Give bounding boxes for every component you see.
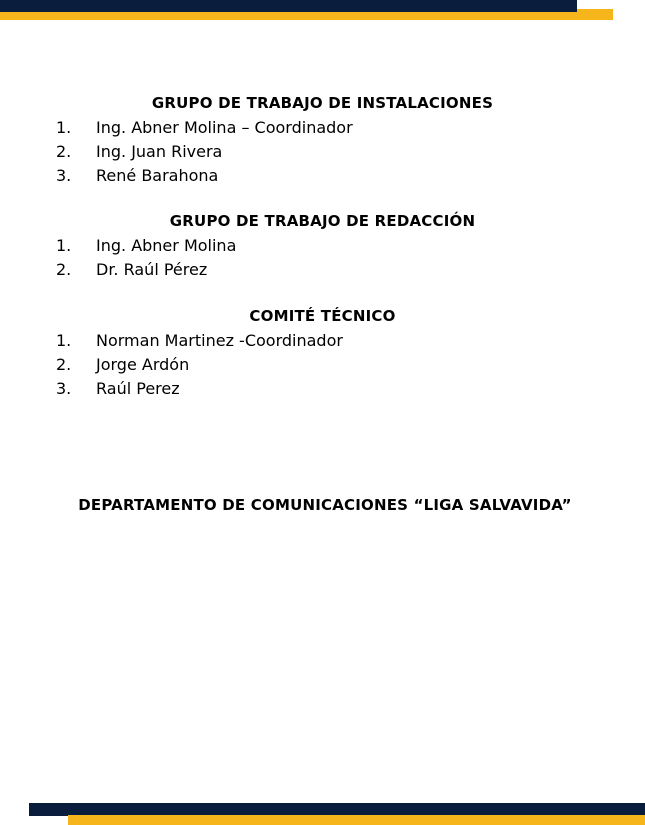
list-item-number: 1. xyxy=(56,331,72,350)
list-item-text: Jorge Ardón xyxy=(96,355,190,374)
list-item xyxy=(56,234,236,258)
list-item-text: Dr. Raúl Pérez xyxy=(96,260,208,279)
list-item xyxy=(56,116,353,140)
section-title-instalaciones: GRUPO DE TRABAJO DE INSTALACIONES xyxy=(151,94,494,112)
list-item-text: Raúl Perez xyxy=(96,379,180,398)
list-item-text: Ing. Abner Molina – Coordinador xyxy=(96,118,353,137)
top-navy-stripe xyxy=(0,0,577,12)
list-item-number: 1. xyxy=(56,118,72,137)
section-title-redaccion: GRUPO DE TRABAJO DE REDACCIÓN xyxy=(169,212,476,230)
section-title-comite-tecnico: COMITÉ TÉCNICO xyxy=(249,307,396,325)
list-item-number: 2. xyxy=(56,142,72,161)
list-item xyxy=(56,377,343,401)
list-item-text: Ing. Juan Rivera xyxy=(96,142,223,161)
list-item-number: 3. xyxy=(56,379,72,398)
list-item-number: 1. xyxy=(56,236,72,255)
list-redaccion xyxy=(56,234,236,282)
list-item-text: Norman Martinez -Coordinador xyxy=(96,331,343,350)
list-item xyxy=(56,164,353,188)
list-item xyxy=(56,140,353,164)
list-item-text: Ing. Abner Molina xyxy=(96,236,237,255)
list-item xyxy=(56,353,343,377)
list-item xyxy=(56,258,236,282)
list-item-number: 2. xyxy=(56,355,72,374)
list-item-number: 3. xyxy=(56,166,72,185)
list-comite-tecnico xyxy=(56,329,343,401)
list-item xyxy=(56,329,343,353)
department-title: DEPARTAMENTO DE COMUNICACIONES “LIGA SALVAVIDA” xyxy=(78,496,572,514)
bottom-gold-stripe xyxy=(68,815,645,825)
list-item-text: René Barahona xyxy=(96,166,219,185)
list-instalaciones xyxy=(56,116,353,188)
list-item-number: 2. xyxy=(56,260,72,279)
